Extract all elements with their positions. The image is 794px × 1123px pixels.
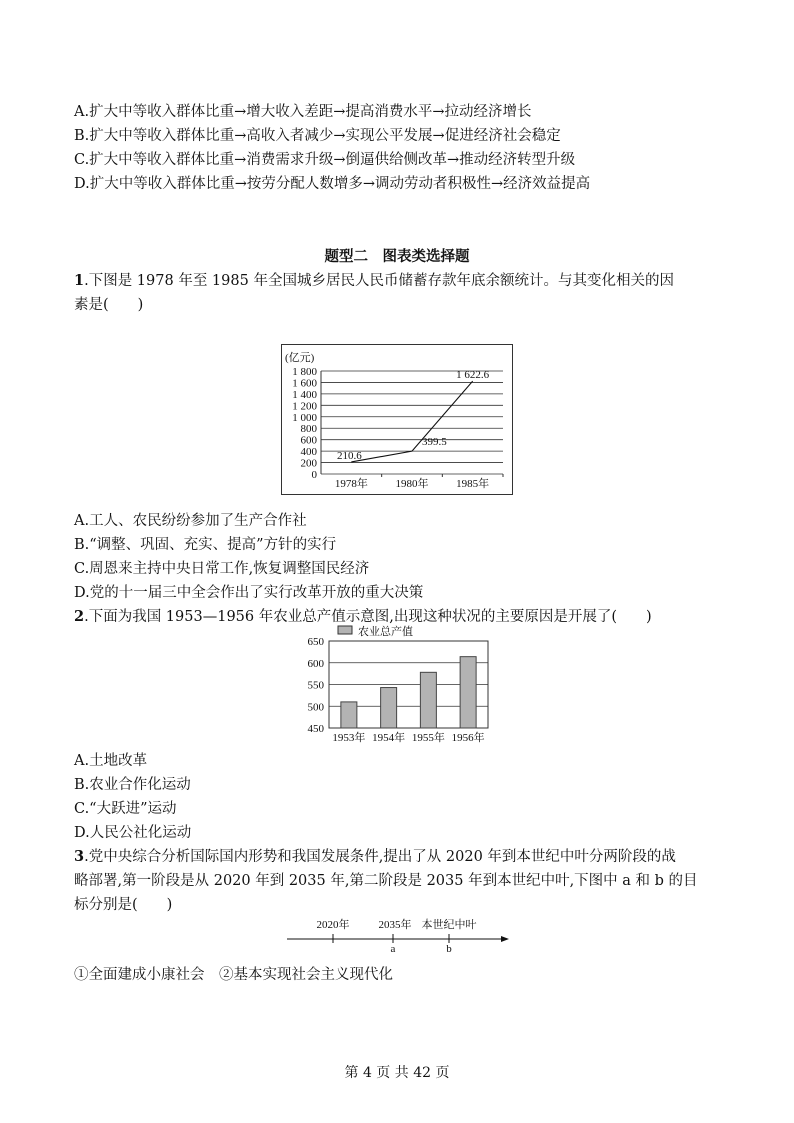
y-tick-label: 650 [307,636,324,648]
q1-stem-2: 素是( ) [74,297,144,313]
mark-a: a [390,943,396,954]
q3-stem [74,845,676,866]
q1-stem-text: .下图是 1978 年至 1985 年全国城乡居民人民币储蓄存款年底余额统计。与其变化相关的因 [84,273,674,289]
bar [381,688,397,728]
q2-stem-text: .下面为我国 1953—1956 年农业总产值示意图,出现这种状况的主要原因是开展了( ) [84,609,652,625]
q3-stem-text: .党中央综合分析国际国内形势和我国发展条件,提出了从 2020 年到本世纪中叶分两阶段的战 [84,849,676,865]
bar [420,672,436,728]
legend-label: 农业总产值 [358,626,413,638]
q2-number: 2 [74,608,85,625]
x-tick-label: 1985年 [456,478,490,490]
y-tick-label: 1 600 [292,377,317,390]
data-label: 1 622.6 [456,369,490,382]
data-label: 210.6 [336,449,362,462]
q1-option-c: C.周恩来主持中央日常工作,恢复调整国民经济 [74,561,370,577]
x-tick-label: 1980年 [395,478,429,490]
y-tick-label: 600 [300,434,317,447]
q1-option-d: D.党的十一届三中全会作出了实行改革开放的重大决策 [74,585,424,601]
y-tick-label: 500 [307,701,324,714]
y-tick-label: 1 000 [292,411,317,424]
y-tick-label: 1 400 [292,388,317,401]
x-tick-label: 1956年 [451,732,485,744]
timeline [283,912,515,954]
y-tick-label: 450 [307,723,324,735]
data-label: 399.5 [422,436,447,449]
q2-option-a: A.土地改革 [74,753,148,769]
page-footer: 第 4 页 共 42 页 [344,1065,450,1081]
y-tick-label: 1 200 [292,400,317,413]
q3-stem-2: 略部署,第一阶段是从 2020 年到 2035 年,第二阶段是 2035 年到本世纪中叶,下图中 a 和 b 的目 [74,873,698,889]
option-c: C.扩大中等收入群体比重→消费需求升级→倒逼供给侧改革→推动经济转型升级 [74,152,576,168]
q2-option-c: C.“大跃进”运动 [74,801,177,817]
arrow-icon [501,936,509,942]
bar [460,657,476,728]
option-d: D.扩大中等收入群体比重→按劳分配人数增多→调动劳动者积极性→经济效益提高 [74,176,591,192]
q2-option-b: B.农业合作化运动 [74,777,191,793]
q1-option-a: A.工人、农民纷纷参加了生产合作社 [74,513,307,529]
y-tick-label: 200 [300,457,317,470]
q3-choices: ①全面建成小康社会 ②基本实现社会主义现代化 [74,967,393,983]
mark-b: b [446,943,452,954]
option-b: B.扩大中等收入群体比重→高收入者减少→实现公平发展→促进经济社会稳定 [74,128,561,144]
q1-number: 1 [74,272,85,289]
y-tick-label: 1 800 [292,366,317,378]
section-title: 题型二 图表类选择题 [324,248,470,265]
savings-line-chart [281,344,513,495]
y-tick-label: 400 [300,446,317,459]
y-tick-label: 0 [311,469,317,481]
y-tick-label: 550 [307,679,324,692]
legend-swatch [338,626,352,634]
y-tick-label: 800 [300,423,317,436]
label-2020: 2020年 [316,919,350,931]
label-2035: 2035年 [378,919,412,931]
bar [341,702,357,728]
y-axis-unit: (亿元) [285,352,315,364]
x-tick-label: 1954年 [372,732,406,744]
q3-stem-3: 标分别是( ) [74,897,173,913]
x-tick-label: 1953年 [332,732,366,744]
y-tick-label: 600 [307,657,324,670]
x-tick-label: 1978年 [334,478,368,490]
label-mid-century: 本世纪中叶 [421,919,477,931]
option-a: A.扩大中等收入群体比重→增大收入差距→提高消费水平→拉动经济增长 [74,104,532,120]
q3-number: 3 [74,848,85,865]
q1-stem [74,269,674,290]
x-tick-label: 1955年 [411,732,445,744]
q1-option-b: B.“调整、巩固、充实、提高”方针的实行 [74,537,337,553]
agriculture-bar-chart [290,622,500,750]
q2-option-d: D.人民公社化运动 [74,825,192,841]
